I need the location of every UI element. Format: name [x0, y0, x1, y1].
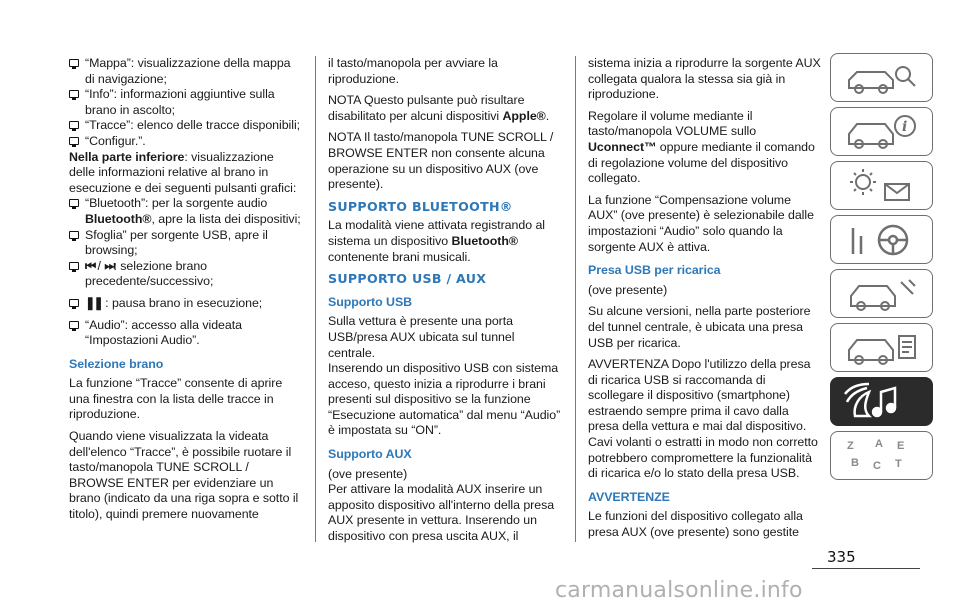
column-divider: [575, 56, 576, 542]
watermark: carmanualsonline.info: [555, 578, 803, 603]
list-text: , apre la lista dei dispositivi;: [151, 211, 301, 226]
section-heading: Selezione brano: [69, 356, 164, 371]
car-info-icon: [841, 112, 925, 152]
car-search-icon: [841, 58, 925, 98]
tools-wheel-icon: [841, 220, 925, 260]
car-spec-icon: [841, 328, 925, 368]
paragraph-text: oppure mediante il comando di regolazione volume del dispositivo collegato.: [588, 139, 815, 186]
paragraph: Sulla vettura è presente una porta USB/presa AUX ubicata sul tunnel centrale.: [328, 314, 515, 360]
warning-paragraph: AVVERTENZA Dopo l'utilizzo della presa di ricarica USB si raccomanda di scollegare il dispositivo (smartphone) estraendo sempre prima il cavo dalla presa della vettura e mai dal dispositivo. Cavi volanti o estratti in modo non corretto potrebbero compromettere la funzionalità di ricarica e/o lo stato della presa USB.: [588, 357, 818, 481]
list-text: “Bluetooth”: per la sorgente audio: [85, 196, 268, 211]
car-maintenance-icon: [841, 274, 925, 314]
bold-term: Nella parte inferiore: [69, 149, 185, 164]
paragraph-text: contenente brani musicali.: [328, 249, 471, 264]
index-icon: [841, 436, 925, 476]
section-heading: SUPPORTO BLUETOOTH®: [328, 198, 513, 214]
paragraph: La funzione “Tracce” consente di aprire una finestra con la lista delle tracce in riproduzione.: [69, 376, 283, 422]
pause-icon: ❚❚: [85, 295, 102, 310]
index-letter: A: [875, 438, 883, 450]
chapter-tab[interactable]: [830, 269, 933, 318]
list-item: “Info”: informazioni aggiuntive sulla brano in ascolto;: [69, 87, 301, 118]
paragraph-text: NOTA Questo pulsante può risultare disabilitato per alcuni dispositivi: [328, 93, 525, 123]
paragraph: sistema inizia a riprodurre la sorgente AUX collegata qualora la stessa sia già in riproduzione.: [588, 56, 821, 102]
paragraph: La funzione “Compensazione volume AUX” (ove presente) è selezionabile dalle impostazioni “Audio” solo quando la sorgente AUX è attiva.: [588, 192, 814, 254]
subsection-heading: Supporto AUX: [328, 447, 412, 462]
bold-term: Apple®: [502, 108, 546, 123]
column-divider: [315, 56, 316, 542]
list-item: [69, 196, 301, 227]
paragraph-text: Regolare il volume mediante il tasto/manopola VOLUME sullo: [588, 108, 757, 139]
section-heading: Presa USB per ricarica: [588, 263, 721, 278]
index-letter: E: [897, 440, 905, 452]
page-number-rule: [812, 568, 920, 569]
list-item: “Mappa”: visualizzazione della mappa di navigazione;: [69, 56, 301, 87]
paragraph: il tasto/manopola per avviare la riproduzione.: [328, 56, 498, 86]
paragraph: Le funzioni del dispositivo collegato alla presa AUX (ove presente) sono gestite: [588, 509, 803, 540]
bold-term: Uconnect™: [588, 139, 657, 154]
paragraph-text: .: [545, 108, 550, 123]
paragraph: [588, 109, 822, 187]
next-track-icon: ⏭: [104, 258, 114, 273]
chapter-tab-active[interactable]: [830, 377, 933, 426]
section-heading: SUPPORTO USB / AUX: [328, 271, 487, 287]
list-item: “Audio”: accesso alla videata “Impostazioni Audio”.: [69, 318, 301, 349]
chapter-tab[interactable]: [830, 323, 933, 372]
index-letter: C: [873, 460, 881, 472]
previous-track-icon: ⏮: [85, 258, 95, 273]
list-text: : selezione brano precedente/successivo;: [85, 258, 214, 289]
paragraph-text: La modalità viene attivata registrando al sistema un dispositivo: [328, 218, 545, 248]
text-column-1: [69, 56, 301, 529]
svg-text:i: i: [902, 119, 908, 135]
list-item: “Tracce”: elenco delle tracce disponibili;: [69, 118, 301, 134]
list-text: : pausa brano in esecuzione;: [101, 295, 263, 310]
chapter-tab[interactable]: [830, 431, 933, 480]
text-column-3: [588, 56, 822, 547]
paragraph: Per attivare la modalità AUX inserire un apposito dispositivo all'interno della presa AUX presente in vettura. Inserendo un dispositivo con presa uscita AUX, il: [328, 482, 555, 544]
list-item: [69, 296, 301, 312]
paragraph: (ove presente): [328, 466, 408, 481]
page-number: 335: [827, 548, 856, 566]
index-letter: Z: [847, 440, 854, 452]
chapter-tab[interactable]: [830, 53, 933, 102]
warning-lights-icon: [841, 166, 925, 206]
chapter-tab[interactable]: [830, 215, 933, 264]
paragraph: (ove presente): [588, 282, 668, 297]
paragraph: Su alcune versioni, nella parte posteriore del tunnel centrale, è ubicata una presa USB per ricarica.: [588, 304, 811, 350]
paragraph-text: : visualizzazione delle informazioni relative al brano in esecuzione e dei seguenti pulsanti grafici:: [69, 149, 297, 195]
paragraph: [69, 150, 301, 197]
paragraph: Inserendo un dispositivo USB con sistema acceso, questo inizia a riprodurre i brani presenti sul dispositivo se la funzione “Esecuzione automatica” dal menu “Audio” è impostata su “ON”.: [328, 361, 561, 438]
paragraph: [328, 218, 562, 265]
paragraph: Quando viene visualizzata la videata dell'elenco “Tracce”, è possibile ruotare il tasto/manopola TUNE SCROLL / BROWSE ENTER per evidenziare un brano (indicato da una riga sopra e sotto il titolo), quindi premere nuovamente: [69, 429, 299, 522]
multimedia-icon: [841, 382, 925, 422]
bold-term: Bluetooth®: [85, 211, 152, 226]
chapter-tab[interactable]: [830, 107, 933, 156]
index-letter: B: [851, 457, 859, 469]
chapter-tab[interactable]: [830, 161, 933, 210]
text-column-2: [328, 56, 562, 551]
section-heading: AVVERTENZE: [588, 489, 670, 504]
subsection-heading: Supporto USB: [328, 294, 413, 309]
note-paragraph: [328, 93, 562, 124]
list-item: “Configur.”.: [69, 134, 301, 150]
list-text: /: [94, 258, 105, 273]
index-letter: T: [895, 458, 902, 470]
note-paragraph: NOTA Il tasto/manopola TUNE SCROLL / BROWSE ENTER non consente alcuna operazione su un dispositivo AUX (ove presente).: [328, 130, 554, 192]
list-item: [69, 259, 301, 290]
bold-term: Bluetooth®: [451, 233, 518, 248]
list-item: Sfoglia” per sorgente USB, apre il browsing;: [69, 228, 301, 259]
